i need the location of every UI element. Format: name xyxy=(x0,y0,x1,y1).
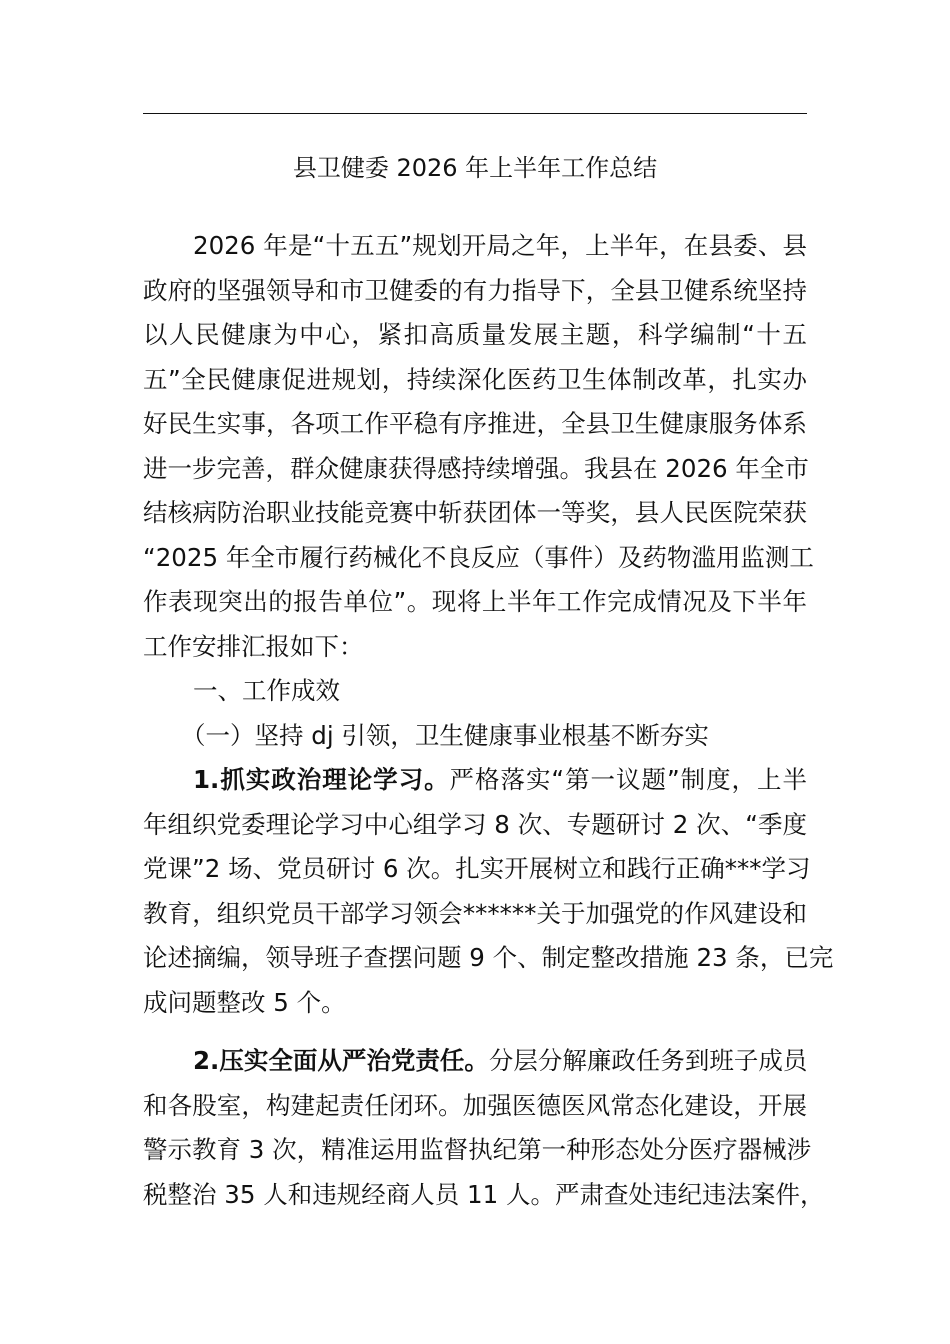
item-2-line: 警示教育 3 次，精准运用监督执纪第一种形态处分医疗器械涉 xyxy=(143,1135,812,1164)
item-2-line: 和各股室，构建起责任闭环。加强医德医风常态化建设，开展 xyxy=(143,1090,807,1120)
item-2-heading: 2.压实全面从严治党责任。 xyxy=(193,1046,489,1075)
item-2-first-line xyxy=(143,1039,807,1084)
item-1-line: 年组织党委理论学习中心组学习 8 次、专题研讨 2 次、“季度 xyxy=(143,809,807,839)
intro-line: 以人民健康为中心，紧扣高质量发展主题，科学编制“十五 xyxy=(143,320,807,349)
document-body xyxy=(143,224,834,1217)
intro-line: 作表现突出的报告单位”。现将上半年工作完成情况及下半年 xyxy=(143,587,807,616)
intro-line: 2026 年是“十五五”规划开局之年，上半年，在县委、县 xyxy=(193,231,807,260)
intro-line: 结核病防治职业技能竞赛中斩获团体一等奖，县人民医院荣获 xyxy=(143,498,807,527)
document-title: 县卫健委 2026 年上半年工作总结 xyxy=(292,154,658,182)
item-2-line: 税整治 35 人和违规经商人员 11 人。严肃查处违纪违法案件， xyxy=(143,1179,825,1209)
intro-line: 进一步完善，群众健康获得感持续增强。我县在 2026 年全市 xyxy=(143,453,809,483)
intro-line: “2025 年全市履行药械化不良反应（事件）及药物滥用监测工 xyxy=(143,542,814,572)
intro-line: 政府的坚强领导和市卫健委的有力指导下，全县卫健系统坚持 xyxy=(143,275,807,305)
item-1-heading: 1.抓实政治理论学习。 xyxy=(193,765,450,794)
header-rule xyxy=(143,113,807,114)
intro-line: 五”全民健康促进规划，持续深化医药卫生体制改革，扎实办 xyxy=(143,364,807,394)
item-2-text: 分层分解廉政任务到班子成员 xyxy=(488,1046,808,1075)
item-1-line: 教育，组织党员干部学习领会******关于加强党的作风建设和 xyxy=(143,898,807,928)
item-1-line: 成问题整改 5 个。 xyxy=(143,987,346,1017)
subsection-heading: （一）坚持 dj 引领，卫生健康事业根基不断夯实 xyxy=(181,720,709,750)
item-1-line: 党课”2 场、党员研讨 6 次。扎实开展树立和践行正确***学习 xyxy=(143,854,811,883)
item-1-text: 严格落实“第一议题”制度，上半 xyxy=(449,765,807,794)
item-1-first-line xyxy=(143,758,807,803)
intro-line: 工作安排汇报如下： xyxy=(143,631,364,661)
section-heading: 一、工作成效 xyxy=(193,676,340,705)
item-1-line: 论述摘编，领导班子查摆问题 9 个、制定整改措施 23 条，已完 xyxy=(143,943,834,972)
paragraph-gap xyxy=(143,1025,807,1039)
intro-line: 好民生实事，各项工作平稳有序推进，全县卫生健康服务体系 xyxy=(143,409,807,438)
